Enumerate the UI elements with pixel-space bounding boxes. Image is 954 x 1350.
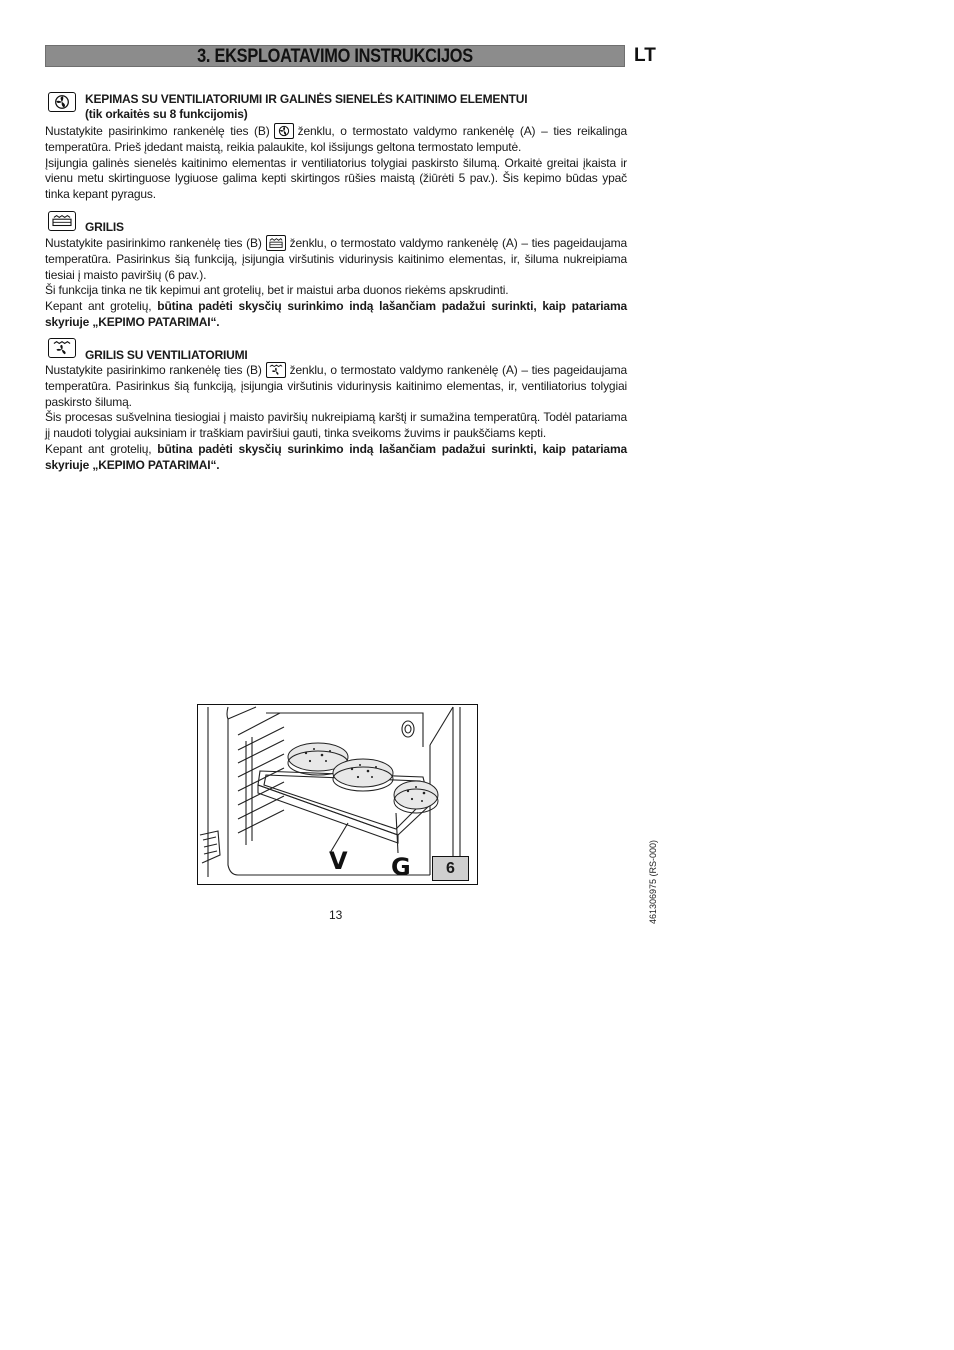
page-number: 13 — [329, 908, 343, 922]
paragraph-text: ženklu, o termostato valdymo rankenėlę (A) – ties pageidaujama temperatūra. Pasirinkus šią funkciją, įsijungia viršutinis vidurinysis kaitinimo elementas, ir, šiluma nukreipiama tiesiai į maisto paviršių (6 pav.). — [45, 236, 627, 282]
paragraph-text: ženklu, o termostato valdymo rankenėlę (A) – ties reikalinga temperatūra. Prieš įdedant maistą, reikia palaukite, kol išsijungs geltona termostato lemputė. — [45, 124, 628, 154]
section-title: KEPIMAS SU VENTILIATORIUMI IR GALINĖS SIENELĖS KAITINIMO ELEMENTUI — [85, 92, 528, 106]
section-fan-grill — [45, 338, 627, 473]
fan-heater-icon — [274, 123, 294, 139]
paragraph — [45, 363, 627, 410]
paragraph-text: Nustatykite pasirinkimo rankenėlę ties (B) — [45, 236, 262, 251]
paragraph — [45, 124, 627, 156]
paragraph: Šis procesas sušvelnina tiesiogiai į maisto paviršių nukreipiamą karštį ir sumažina temperatūrą. Todėl patariama jį naudoti tolygiai auksiniam ir traškiam paviršiui gauti, tinka sveikoms žuvims ir paukščiams kepti. — [45, 410, 627, 441]
language-tag: LT — [634, 45, 656, 66]
grill-icon — [266, 235, 286, 251]
figure-number-badge: 6 — [432, 856, 469, 881]
section-grill — [45, 211, 627, 331]
figure-label-v: V — [329, 847, 348, 875]
paragraph-text: Kepant ant grotelių, — [45, 441, 158, 456]
paragraph — [45, 442, 627, 473]
fan-grill-icon — [48, 338, 76, 358]
section-title: GRILIS — [85, 220, 124, 234]
grill-icon — [48, 211, 76, 231]
section-subtitle: (tik orkaitės su 8 funkcijomis) — [85, 107, 248, 121]
paragraph-text: ženklu, o termostato valdymo rankenėlę (A) – ties pageidaujama temperatūra. Pasirinkus šią funkciją, įsijungia viršutinis vidurinysis kaitinimo elementas, ir, ventiliatorius tolygiai paskirsto šilumą. — [45, 363, 627, 409]
section-title: GRILIS SU VENTILIATORIUMI — [85, 348, 248, 362]
paragraph-text: Nustatykite pasirinkimo rankenėlę ties (B) — [45, 124, 270, 139]
paragraph: Ši funkcija tinka ne tik kepimui ant grotelių, bet ir maistui arba duonos riekėms apskrudinti. — [45, 283, 509, 298]
paragraph — [45, 236, 627, 283]
paragraph-bold-text: būtina padėti skysčių surinkimo indą lašančiam padažui surinkti, kaip patariama skyriuje „KEPIMO PATARIMAI“. — [45, 441, 627, 472]
fan-heater-icon — [48, 92, 76, 112]
paragraph-text: Nustatykite pasirinkimo rankenėlę ties (B) — [45, 363, 262, 378]
section-fan-heater — [45, 92, 627, 203]
fan-grill-icon — [266, 362, 286, 378]
section-header-bar — [45, 45, 625, 67]
paragraph — [45, 299, 627, 330]
paragraph-bold-text: būtina padėti skysčių surinkimo indą lašančiam padažui surinkti, kaip patariama skyriuje „KEPIMO PATARIMAI“. — [45, 299, 627, 329]
figure-label-g: G — [391, 853, 411, 881]
paragraph-text: Kepant ant grotelių, — [45, 299, 158, 314]
page-title: 3. EKSPLOATAVIMO INSTRUKCIJOS — [197, 46, 473, 67]
document-code: 461306975 (RS-000) — [648, 839, 658, 924]
oven-illustration — [197, 704, 478, 885]
paragraph: Įsijungia galinės sienelės kaitinimo elementas ir ventiliatorius tolygiai paskirsto šilumą. Orkaitė greitai įkaista ir vienu metu skirtinguose lygiuose galima kepti skirtingos rūšies maistą (žiūrėti 5 pav.). Šis kepimo būdas ypač tinka kepant pyragus. — [45, 155, 627, 202]
